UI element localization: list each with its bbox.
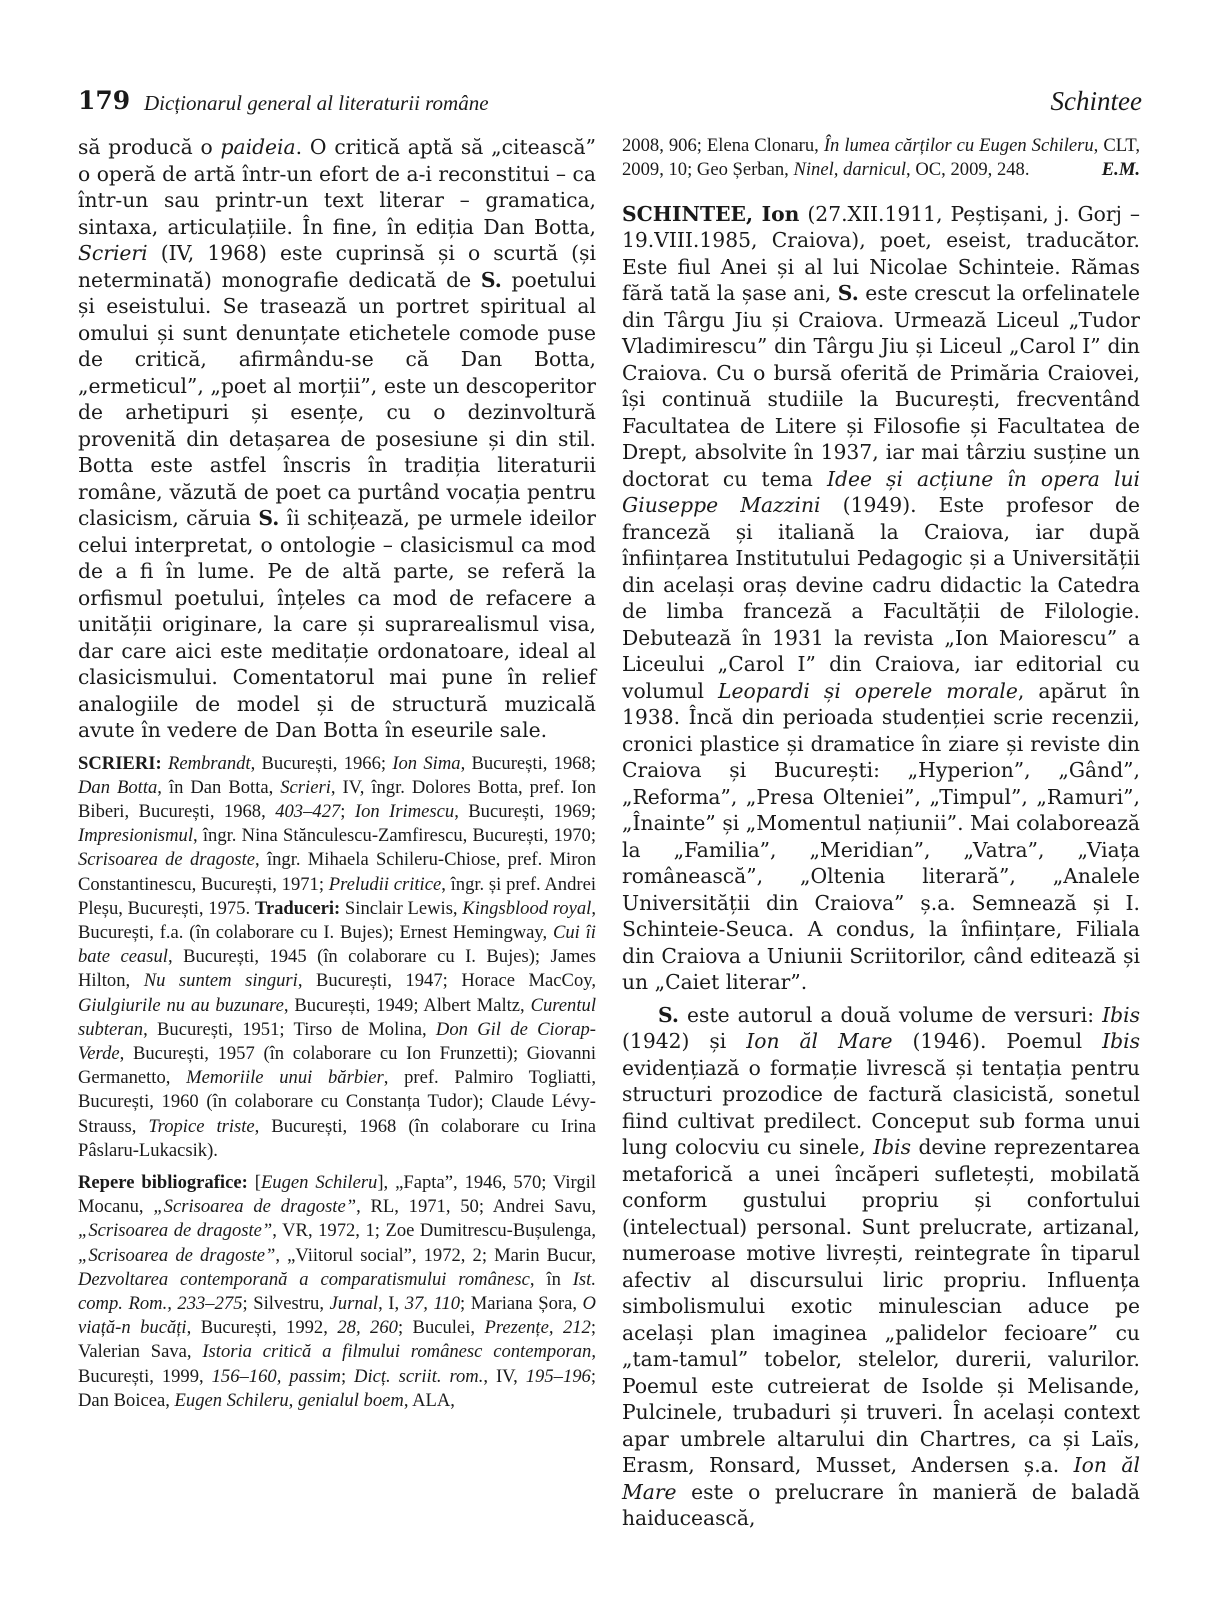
page-header <box>78 86 1142 126</box>
section-label: SCRIERI: <box>78 752 162 774</box>
bibliography-continuation: 2008, 906; Elena Clonaru, În lumea cărților cu Eugen Schileru, CLT, 2009, 10; Geo Șerban, Ninel, darnicul, OC, 2009, 248. <box>622 135 1140 181</box>
body-paragraph: S. este autorul a două volume de versuri: Ibis (1942) și Ion ăl Mare (1946). Poemul Ibis evidențiază o formație livrescă și tentația pentru structuri prozodice de factură clasicistă, sonetul fiind cultivat predilect. Conceput sub forma unui lung colocviu cu sinele, Ibis devine reprezentarea metaforică a unei încăperi sufletești, mobilată conform gustului propriu și confortului (intelectual) personal. Sunt prelucrate, artizanal, numeroase motive livrești, reintegrate în tiparul afectiv al discursului liric propriu. Influența simbolismului exotic minulescian aduce pe același plan imaginea „palidelor fecioare” cu „tam-tamul” tobelor, stelelor, durerii, valurilor. Poemul este cutreierat de Isolde și Melisande, Pulcinele, trubaduri și truveri. În același context apar umbrele altarului din Chartres, ca și Laïs, Erasm, Ronsard, Musset, Andersen ș.a. Ion ăl Mare este o prelucrare în manieră de baladă haiducească, <box>622 1002 1141 1531</box>
author-signature: E.M. <box>1101 159 1140 181</box>
entry-headword: SCHINTEE, Ion <box>622 201 800 226</box>
left-column <box>78 134 596 1413</box>
page-number: 179 <box>78 86 131 115</box>
body-paragraph: să producă o paideia. O critică aptă să „citească” o operă de artă într-un efort de a-i reconstitui – ca într-un sau printr-un text literar – gramatica, sintaxa, articulațiile. În fine, în ediția Dan Botta, Scrieri (IV, 1968) este cuprinsă și o scurtă (și neterminată) monografie dedicată de S. poetului și eseistului. Se trasează un portret spiritual al omului și sunt denunțate etichetele comode puse de critică, afirmându-se că Dan Botta, „ermeticul”, „poet al morții”, este un descoperitor de arhetipuri și esențe, cu o dezinvoltură provenită din detașarea de posesiune și din stil. Botta este astfel înscris în tradiția literaturii române, văzută de poet ca purtând vocația pentru clasicism, căruia S. îi schițează, pe urmele ideilor celui interpretat, o ontologie – clasicismul ca mod de a fi în lume. Pe de altă parte, se referă la orfismul poetului, înțeles ca mod de refacere a unității originare, la care și suprarealismul visa, dar care aici este meditație ordonatoare, ideal al clasicismului. Comentatorul mai pune în relief analogiile de model și de structură muzicală avute în vedere de Dan Botta în eseurile sale. <box>78 135 597 742</box>
book-title: Dicționarul general al literaturii române <box>144 91 489 115</box>
running-head: Schintee <box>1050 86 1142 116</box>
section-label: Repere bibliografice: <box>78 1171 248 1193</box>
bibliography-list: Repere bibliografice: [Eugen Schileru], „Fapta”, 1946, 570; Virgil Mocanu, „Scrisoarea de dragoste”, RL, 1971, 50; Andrei Savu, „Scrisoarea de dragoste”, VR, 1972, 1; Zoe Dumitrescu-Bușulenga, „Scrisoarea de dragoste”, „Viitorul social”, 1972, 2; Marin Bucur, Dezvoltarea contemporană a comparatismului românesc, în Ist. comp. Rom., 233–275; Silvestru, Jurnal, I, 37, 110; Mariana Șora, O viață-n bucăți, București, 1992, 28, 260; Buculei, Prezențe, 212; Valerian Sava, Istoria critică a filmului românesc contemporan, București, 1999, 156–160, passim; Dicț. scriit. rom., IV, 195–196; Dan Boicea, Eugen Schileru, genialul boem, ALA, <box>78 1171 597 1411</box>
entry-paragraph: SCHINTEE, Ion (27.XII.1911, Peștișani, j. Gorj – 19.VIII.1985, Craiova), poet, eseist, traducător. Este fiul Anei și al lui Nicolae Schinteie. Rămas fără tată la șase ani, S. este crescut la orfelinatele din Târgu Jiu și Craiova. Urmează Liceul „Tudor Vladimirescu” din Târgu Jiu și Liceul „Carol I” din Craiova. Cu o bursă oferită de Primăria Craiovei, își continuă studiile la București, frecventând Facultatea de Litere și Filosofie și Facultatea de Drept, absolvite în 1937, iar mai târziu susține un doctorat cu tema Idee și acțiune în opera lui Giuseppe Mazzini (1949). Este profesor de franceză și italiană la Craiova, iar după înființarea Institutului Pedagogic și a Universității din același oraș devine cadru didactic la Catedra de limba franceză a Facultății de Filologie. Debutează în 1931 la revista „Ion Maiorescu” a Liceului „Carol I” din Craiova, iar editorial cu volumul Leopardi și operele morale, apărut în 1938. Încă din perioada studenției scrie recenzii, cronici plastice și dramatice în ziare și reviste din Craiova și București: „Hyperion”, „Gând”, „Reforma”, „Presa Olteniei”, „Timpul”, „Ramuri”, „Înainte” și „Momentul națiunii”. Mai colaborează la „Familia”, „Meridian”, „Vatra”, „Viața românească”, „Oltenia literară”, „Analele Universității din Craiova” ș.a. Semnează și I. Schinteie-Seuca. A condus, la înființare, Filiala din Craiova a Uniunii Scriitorilor, când editează și un „Caiet literar”. <box>622 201 1141 995</box>
writings-list: SCRIERI: Rembrandt, București, 1966; Ion Sima, București, 1968; Dan Botta, în Dan Botta, Scrieri, IV, îngr. Dolores Botta, pref. Ion Biberi, București, 1968, 403–427; Ion Irimescu, București, 1969; Impresionismul, îngr. Nina Stănculescu-Zamfirescu, București, 1970; Scrisoarea de dragoste, îngr. Mihaela Schileru-Chiose, pref. Miron Constantinescu, București, 1971; Preludii critice, îngr. și pref. Andrei Pleșu, București, 1975. Traduceri: Sinclair Lewis, Kingsblood royal, București, f.a. (în colaborare cu I. Bujes); Ernest Hemingway, Cui îi bate ceasul, București, 1945 (în colaborare cu I. Bujes); James Hilton, Nu suntem singuri, București, 1947; Horace MacCoy, Giulgiurile nu au buzunare, București, 1949; Albert Maltz, Curentul subteran, București, 1951; Tirso de Molina, Don Gil de Ciorap-Verde, București, 1957 (în colaborare cu Ion Frunzetti); Giovanni Germanetto, Memoriile unui bărbier, pref. Palmiro Togliatti, București, 1960 (în colaborare cu Constanța Tudor); Claude Lévy-Strauss, Tropice triste, București, 1968 (în colaborare cu Irina Pâslaru-Lukacsik). <box>78 752 596 1161</box>
right-column <box>622 134 1140 1532</box>
section-label: Traduceri: <box>254 897 341 919</box>
